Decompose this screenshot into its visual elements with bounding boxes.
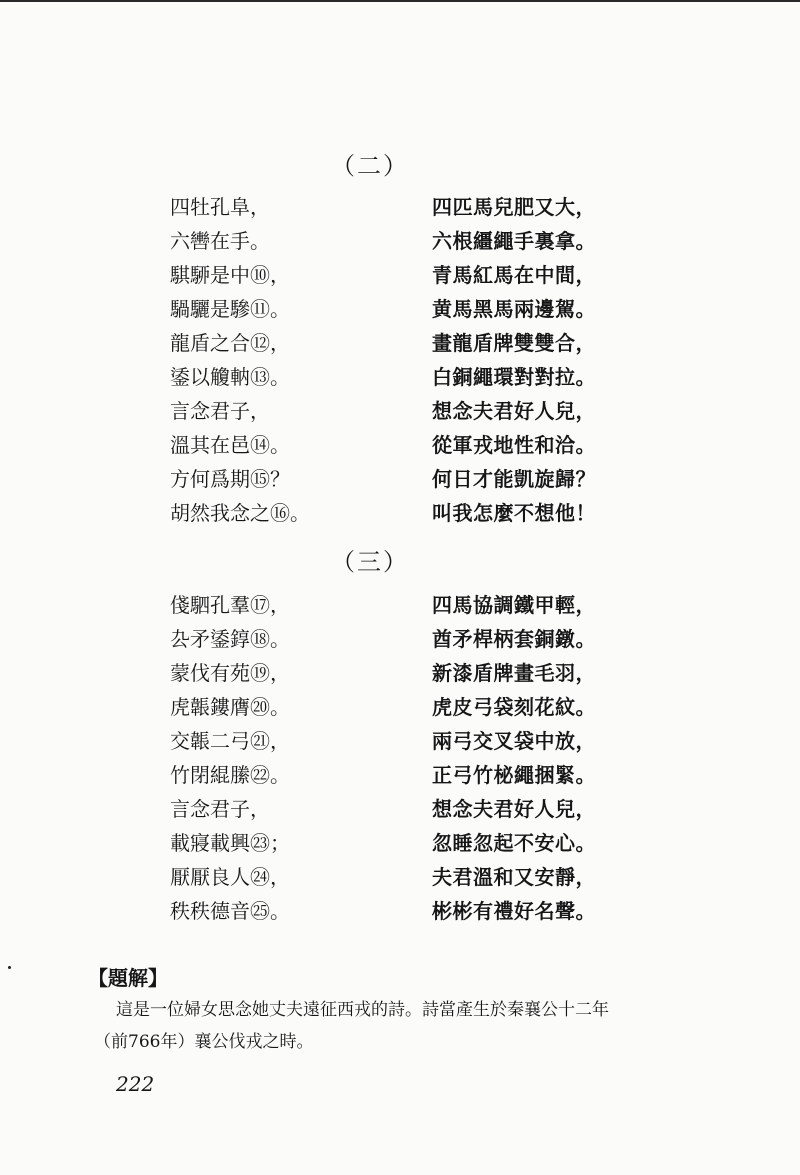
stanza-2 xyxy=(0,190,800,530)
verse-line xyxy=(0,462,800,496)
translation-verse: 叫我怎麼不想他！ xyxy=(432,501,596,525)
original-verse: 虎韔鏤膺⑳。 xyxy=(170,695,290,719)
original-verse: 溫其在邑⑭。 xyxy=(170,433,290,457)
verse-line xyxy=(0,792,800,826)
verse-line xyxy=(0,860,800,894)
original-verse: 方何爲期⑮？ xyxy=(170,467,290,491)
verse-line xyxy=(0,292,800,326)
commentary-text xyxy=(94,994,694,1058)
translation-verse: 想念夫君好人兒， xyxy=(432,797,596,821)
original-verse: 四牡孔阜， xyxy=(170,195,270,219)
original-verse: 六轡在手。 xyxy=(170,229,270,253)
original-verse: 厭厭良人㉔， xyxy=(170,865,290,889)
translation-verse: 四匹馬兒肥又大， xyxy=(432,195,596,219)
original-verse: 言念君子， xyxy=(170,399,270,423)
original-verse: 俴駟孔羣⑰， xyxy=(170,593,290,617)
translation-verse: 想念夫君好人兒， xyxy=(432,399,596,423)
translation-verse: 正弓竹柲繩捆緊。 xyxy=(432,763,596,787)
verse-line xyxy=(0,496,800,530)
original-verse: 竹閉緄縢㉒。 xyxy=(170,763,290,787)
translation-verse: 從軍戎地性和洽。 xyxy=(432,433,596,457)
translation-verse: 夫君溫和又安靜， xyxy=(432,865,596,889)
translation-verse: 黄馬黑馬兩邊駕。 xyxy=(432,297,596,321)
top-border-rule xyxy=(0,0,800,2)
original-verse: 載寢載興㉓； xyxy=(170,831,290,855)
commentary-line-1: 這是一位婦女思念她丈夫遠征西戎的詩。詩當產生於秦襄公十二年 xyxy=(116,1000,609,1020)
verse-line xyxy=(0,224,800,258)
original-verse: 交韔二弓㉑， xyxy=(170,729,290,753)
translation-verse: 虎皮弓袋刻花紋。 xyxy=(432,695,596,719)
verse-line xyxy=(0,622,800,656)
verse-line xyxy=(0,190,800,224)
verse-line xyxy=(0,894,800,928)
verse-line xyxy=(0,826,800,860)
verse-line xyxy=(0,360,800,394)
original-verse: 胡然我念之⑯。 xyxy=(170,501,310,525)
verse-line xyxy=(0,326,800,360)
section-2-number: （二） xyxy=(331,152,409,180)
verse-line xyxy=(0,724,800,758)
translation-verse: 六根繮繩手裏拿。 xyxy=(432,229,596,253)
original-verse: 秩秩德音㉕。 xyxy=(170,899,290,923)
translation-verse: 兩弓交叉袋中放， xyxy=(432,729,596,753)
verse-line xyxy=(0,758,800,792)
verse-line xyxy=(0,394,800,428)
stanza-3 xyxy=(0,588,800,928)
commentary-line-2: （前766年）襄公伐戎之時。 xyxy=(94,1032,314,1052)
verse-line xyxy=(0,656,800,690)
translation-verse: 四馬協調鐵甲輕， xyxy=(432,593,596,617)
original-verse: 騏駵是中⑩， xyxy=(170,263,290,287)
verse-line xyxy=(0,428,800,462)
original-verse: 鋈以觼軜⑬。 xyxy=(170,365,290,389)
original-verse: 龍盾之合⑫， xyxy=(170,331,290,355)
translation-verse: 畫龍盾牌雙雙合， xyxy=(432,331,596,355)
translation-verse: 新漆盾牌畫毛羽， xyxy=(432,661,596,685)
translation-verse: 青馬紅馬在中間， xyxy=(432,263,596,287)
verse-line xyxy=(0,588,800,622)
translation-verse: 忽睡忽起不安心。 xyxy=(432,831,596,855)
original-verse: 言念君子， xyxy=(170,797,270,821)
verse-line xyxy=(0,258,800,292)
translation-verse: 白銅繩環對對拉。 xyxy=(432,365,596,389)
verse-line xyxy=(0,690,800,724)
original-verse: 蒙伐有苑⑲， xyxy=(170,661,290,685)
translation-verse: 酋矛桿柄套銅鐓。 xyxy=(432,627,596,651)
translation-verse: 彬彬有禮好名聲。 xyxy=(432,899,596,923)
original-verse: 騧驪是驂⑪。 xyxy=(170,297,290,321)
page-number: 222 xyxy=(116,1072,155,1096)
translation-verse: 何日才能凱旋歸？ xyxy=(432,467,596,491)
commentary-heading: 【題解】 xyxy=(88,966,168,990)
section-3-number: （三） xyxy=(331,548,409,576)
original-verse: 厹矛鋈錞⑱。 xyxy=(170,627,290,651)
margin-speck xyxy=(8,966,11,969)
